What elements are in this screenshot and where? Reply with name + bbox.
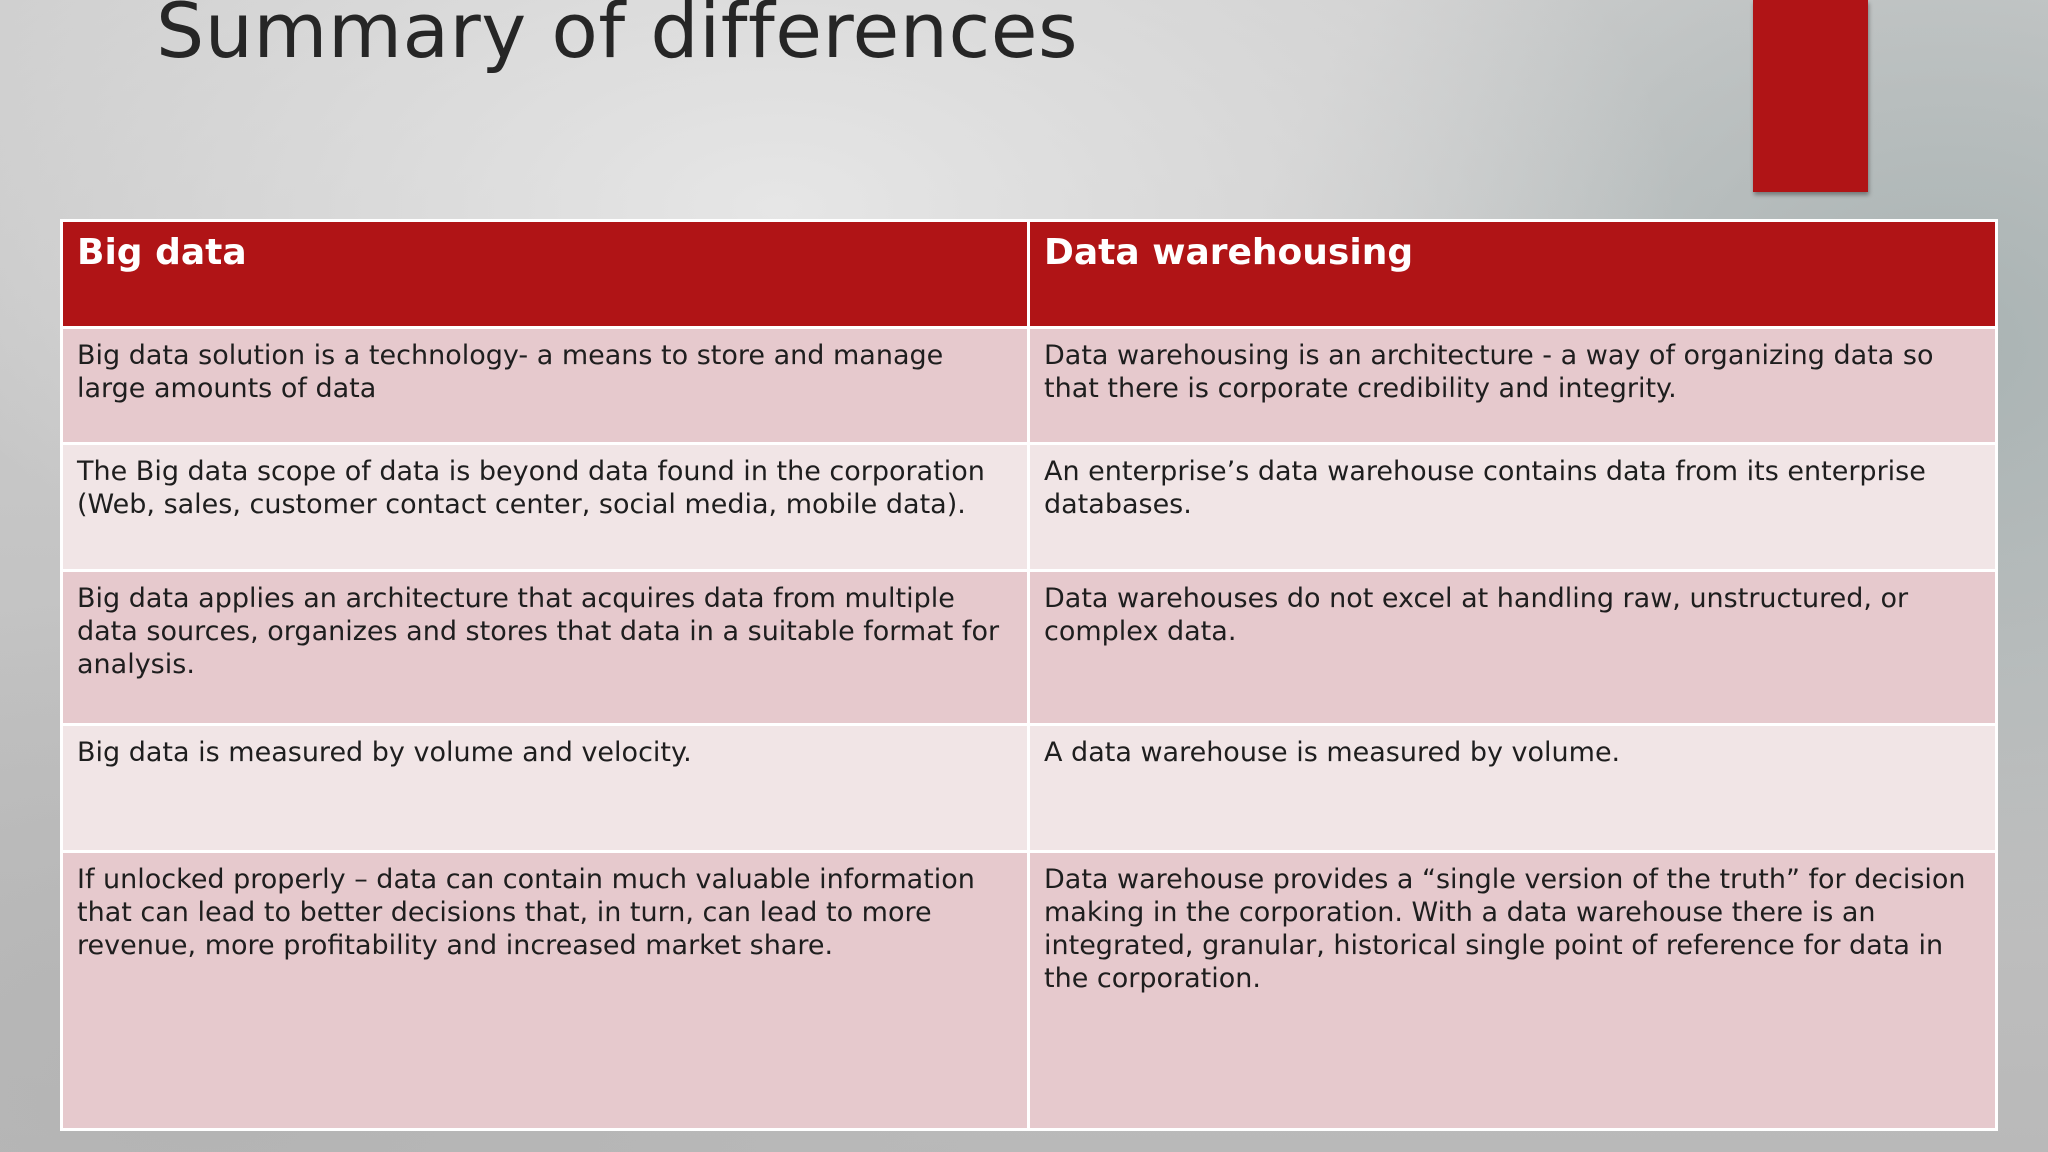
header-data-warehousing: Data warehousing: [1029, 221, 1997, 328]
cell-big-data: Big data applies an architecture that acquires data from multiple data sources, organizes and stores that data in a suitable format for analysis.: [62, 571, 1029, 725]
table-row: [62, 571, 1997, 725]
table-row: [62, 852, 1997, 1130]
table-row: [62, 725, 1997, 852]
comparison-table-container: [60, 219, 1995, 1131]
cell-data-warehousing: Data warehouse provides a “single version of the truth” for decision making in the corporation. With a data warehouse there is an integrated, granular, historical single point of reference for data in the corporation.: [1029, 852, 1997, 1130]
cell-data-warehousing: An enterprise’s data warehouse contains data from its enterprise databases.: [1029, 444, 1997, 571]
header-big-data: Big data: [62, 221, 1029, 328]
cell-big-data: Big data solution is a technology- a means to store and manage large amounts of data: [62, 328, 1029, 444]
cell-data-warehousing: Data warehousing is an architecture - a way of organizing data so that there is corporate credibility and integrity.: [1029, 328, 1997, 444]
accent-bar: [1753, 0, 1868, 192]
cell-data-warehousing: Data warehouses do not excel at handling raw, unstructured, or complex data.: [1029, 571, 1997, 725]
table-row: [62, 328, 1997, 444]
slide-title: Summary of differences: [156, 0, 1079, 75]
cell-data-warehousing: A data warehouse is measured by volume.: [1029, 725, 1997, 852]
comparison-table: [60, 219, 1998, 1131]
cell-big-data: The Big data scope of data is beyond data found in the corporation (Web, sales, customer contact center, social media, mobile data).: [62, 444, 1029, 571]
cell-big-data: If unlocked properly – data can contain much valuable information that can lead to better decisions that, in turn, can lead to more revenue, more profitability and increased market share.: [62, 852, 1029, 1130]
cell-big-data: Big data is measured by volume and velocity.: [62, 725, 1029, 852]
table-row: [62, 444, 1997, 571]
table-header-row: [62, 221, 1997, 328]
